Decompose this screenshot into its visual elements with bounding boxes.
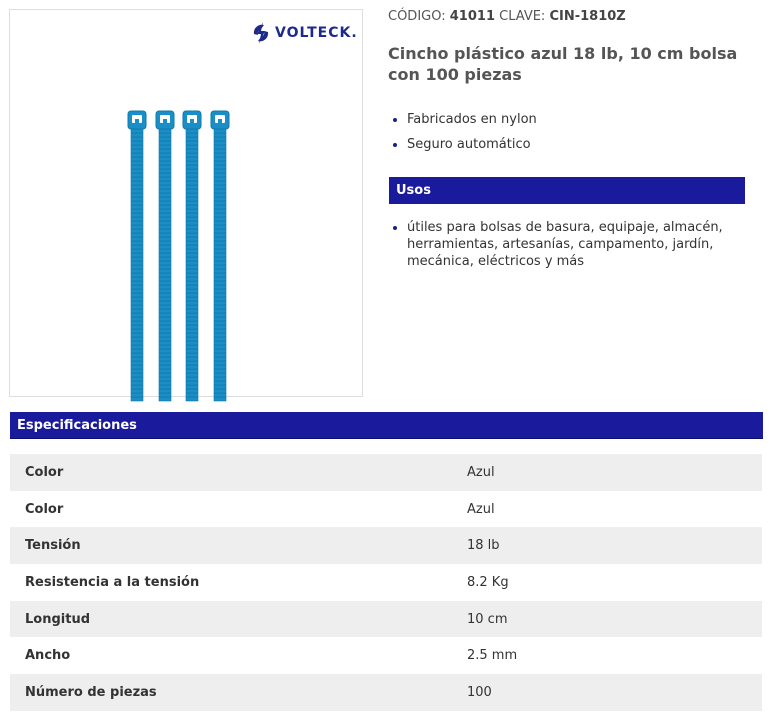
table-row (10, 527, 762, 564)
table-row (10, 491, 762, 528)
code-value: 41011 (449, 9, 495, 24)
spec-value: Azul (467, 454, 762, 491)
spec-value: Azul (467, 491, 762, 528)
table-row (10, 637, 762, 674)
uses-list (388, 219, 742, 270)
use-item: • útiles para bolsas de basura, equipaje, almacén, herramientas, artesanías, campamento, jardín, mecánica, eléctricos y más (407, 219, 742, 270)
code-label: CÓDIGO: (388, 9, 446, 24)
specs-header: Especificaciones (10, 412, 763, 439)
spec-value: 18 lb (467, 527, 762, 564)
feature-item: • Seguro automático (407, 137, 537, 153)
spec-value: 8.2 Kg (467, 564, 762, 601)
spec-label: Tensión (10, 527, 467, 564)
table-row (10, 564, 762, 601)
table-row (10, 454, 762, 491)
spec-label: Número de piezas (10, 674, 467, 711)
table-row (10, 601, 762, 638)
spec-value: 10 cm (467, 601, 762, 638)
key-value: CIN-1810Z (549, 9, 626, 24)
spec-label: Color (10, 491, 467, 528)
product-image (9, 9, 363, 397)
spec-label: Longitud (10, 601, 467, 638)
brand-name: VOLTECK. (275, 25, 358, 41)
product-code-line (388, 9, 626, 24)
spec-label: Color (10, 454, 467, 491)
uses-header: Usos (389, 177, 745, 204)
spec-value: 100 (467, 674, 762, 711)
table-row (10, 674, 762, 711)
features-list (388, 112, 537, 162)
key-label: CLAVE: (499, 9, 546, 24)
spec-label: Ancho (10, 637, 467, 674)
product-title: Cincho plástico azul 18 lb, 10 cm bolsa con 100 piezas (388, 44, 738, 84)
specs-table (10, 454, 762, 711)
brand-logo (250, 20, 358, 46)
feature-item: • Fabricados en nylon (407, 112, 537, 128)
spec-value: 2.5 mm (467, 637, 762, 674)
volteck-logo-icon (250, 20, 272, 46)
cable-ties-icon (126, 110, 246, 405)
spec-label: Resistencia a la tensión (10, 564, 467, 601)
